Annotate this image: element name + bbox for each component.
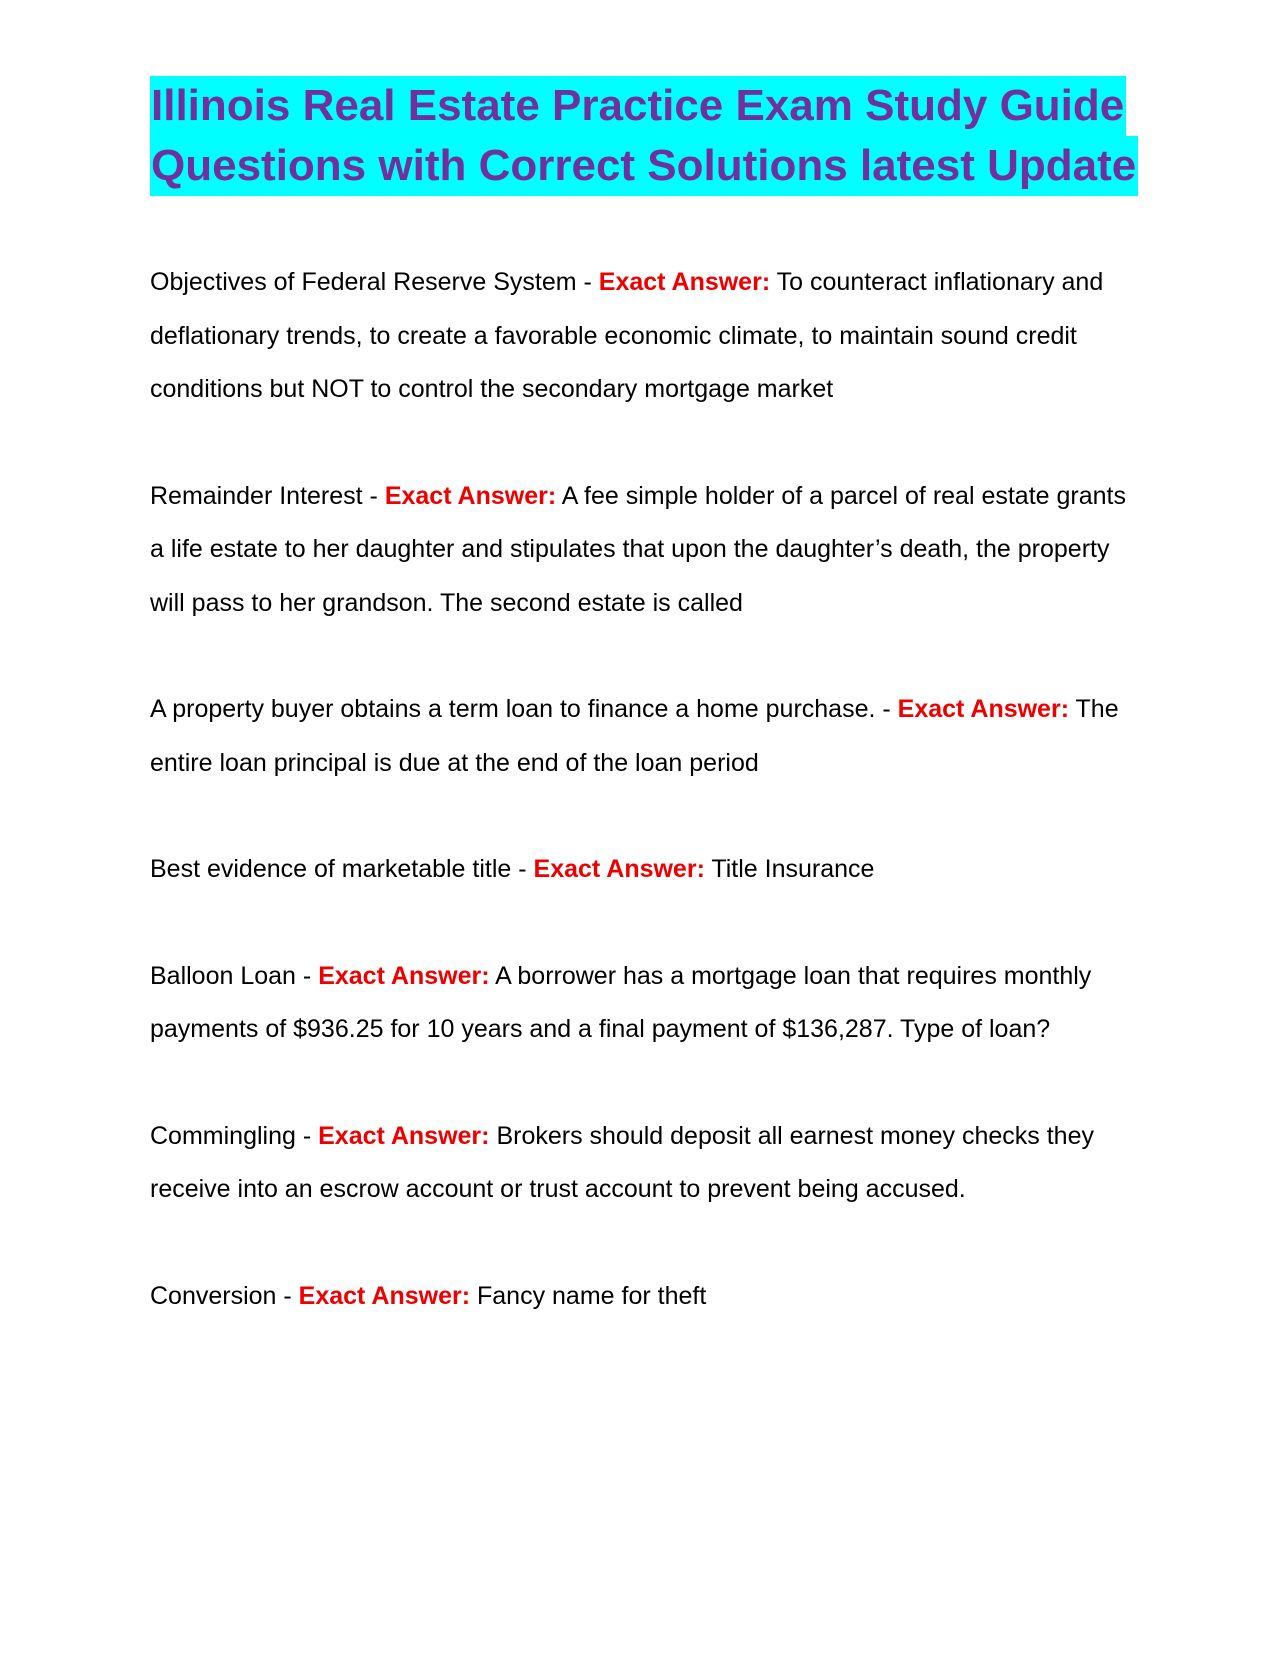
entry-separator: -	[362, 481, 385, 510]
qa-entry-term-loan	[150, 683, 1140, 790]
answer-label: Exact Answer:	[897, 695, 1070, 723]
entry-term: Objectives of Federal Reserve System	[150, 268, 577, 296]
answer-label: Exact Answer:	[318, 961, 490, 990]
entry-term: Balloon Loan	[150, 961, 296, 990]
entry-term: A property buyer obtains a term loan to finance a home purchase.	[150, 695, 876, 723]
entry-answer: A fee simple holder of a parcel of real estate grants a life estate to her daughter and stipulates that upon the daughter’s death, the property will pass to her grandson. The second estate is called	[150, 481, 1126, 617]
entry-answer: The entire loan principal is due at the end of the loan period	[150, 695, 1119, 777]
document-page	[150, 76, 1140, 1376]
qa-entry-remainder-interest	[150, 470, 1140, 631]
answer-label: Exact Answer:	[318, 1121, 490, 1150]
entry-separator: -	[875, 695, 898, 723]
answer-label: Exact Answer:	[533, 855, 705, 883]
entry-separator: -	[295, 961, 319, 990]
answer-label: Exact Answer:	[598, 268, 771, 296]
qa-entry-conversion	[150, 1270, 1140, 1324]
title-line-1: Illinois Real Estate Practice Exam Study Guide	[150, 76, 1126, 136]
entry-separator: -	[511, 855, 534, 883]
entry-separator: -	[576, 268, 599, 296]
entry-answer: Title Insurance	[711, 855, 875, 883]
entry-answer: To counteract inflationary and deflationary trends, to create a favorable economic climate, to maintain sound credit conditions but NOT to control the secondary mortgage market	[150, 268, 1104, 403]
title-line-2: Questions with Correct Solutions latest Update	[150, 136, 1138, 196]
answer-label: Exact Answer:	[298, 1281, 471, 1310]
qa-entry-marketable-title	[150, 843, 1140, 897]
entry-separator: -	[295, 1121, 319, 1150]
entry-term: Best evidence of marketable title	[150, 855, 512, 883]
entry-term: Conversion	[150, 1281, 277, 1310]
entry-separator: -	[276, 1281, 299, 1310]
qa-entry-federal-reserve	[150, 256, 1140, 417]
qa-entry-commingling	[150, 1110, 1140, 1217]
entry-answer: A borrower has a mortgage loan that requires monthly payments of $936.25 for 10 years and a final payment of $136,287. Type of loan?	[150, 961, 1092, 1043]
entry-term: Commingling	[150, 1121, 296, 1150]
entry-answer: Brokers should deposit all earnest money checks they receive into an escrow account or trust account to prevent being accused.	[150, 1121, 1094, 1203]
qa-list	[150, 256, 1140, 1323]
entry-term: Remainder Interest	[150, 481, 363, 510]
entry-answer: Fancy name for theft	[477, 1281, 707, 1310]
qa-entry-balloon-loan	[150, 950, 1140, 1057]
document-title	[150, 76, 1140, 196]
answer-label: Exact Answer:	[384, 481, 557, 510]
